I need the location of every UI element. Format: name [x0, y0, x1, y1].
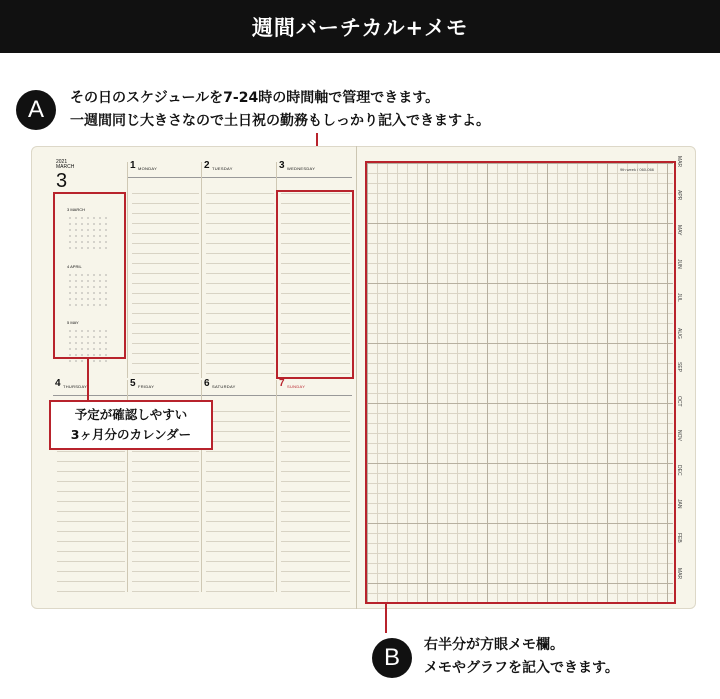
callout-line2: 3ヶ月分のカレンダー	[70, 427, 192, 442]
day-number: 1	[130, 160, 136, 171]
week-number-label: 9th week / 060-066	[620, 167, 655, 172]
callout-line1: 予定が確認しやすい	[74, 407, 188, 422]
note-b-line1: 右半分が方眼メモ欄。	[424, 637, 564, 653]
highlight-mini-calendars	[53, 192, 126, 359]
badge-b: B	[372, 638, 412, 678]
time-lines	[206, 184, 274, 378]
day-name: SUNDAY	[287, 384, 306, 389]
day-header	[202, 380, 276, 396]
month-tab-oct: OCT	[676, 396, 682, 407]
day-number: 6	[204, 378, 210, 389]
badge-a: A	[16, 90, 56, 130]
connector-b	[385, 603, 387, 633]
day-column-monday	[127, 162, 201, 378]
day-header	[53, 380, 127, 396]
day-number: 4	[55, 378, 61, 389]
note-b	[424, 634, 619, 680]
day-name: WEDNESDAY	[287, 166, 316, 171]
day-header	[128, 380, 201, 396]
note-a	[70, 87, 490, 133]
month-tab-jul: JUL	[676, 293, 682, 303]
mini-calendar-label: 4 APRIL	[67, 264, 82, 269]
month-tab-may: MAY	[676, 224, 682, 236]
day-column-tuesday	[201, 162, 276, 378]
month-tab-jun: JUN	[676, 258, 682, 269]
callout-calendar	[49, 400, 213, 450]
month-tab-nov: NOV	[676, 430, 682, 442]
day-column-sunday	[276, 380, 352, 592]
time-lines	[132, 184, 199, 378]
month-tab-sep: SEP	[676, 361, 682, 372]
month-tab-mar: MAR	[676, 156, 682, 168]
day-header	[128, 162, 201, 178]
day-number: 7	[279, 378, 285, 389]
month-name: MARCH	[56, 164, 75, 170]
day-name: FRIDAY	[138, 384, 155, 389]
day-header	[202, 162, 276, 178]
day-header	[277, 380, 352, 396]
month-tab-aug: AUG	[676, 327, 682, 339]
day-name: THURSDAY	[63, 384, 88, 389]
day-number: 3	[279, 160, 285, 171]
day-name: MONDAY	[138, 166, 158, 171]
year: 2021	[56, 159, 68, 165]
banner-title: 週間バーチカル+メモ	[251, 15, 469, 40]
time-lines	[281, 402, 350, 592]
month-tab-feb: FEB	[676, 533, 682, 544]
note-b-line2: メモやグラフを記入できます。	[424, 660, 619, 676]
time-lines	[206, 402, 274, 592]
day-name: TUESDAY	[212, 166, 233, 171]
day-number: 5	[130, 378, 136, 389]
connector-callout	[87, 359, 89, 401]
day-name: SATURDAY	[212, 384, 236, 389]
month-tab-jan: JAN	[676, 499, 682, 509]
note-a-line2: 一週間同じ大きさなので土日祝の勤務もしっかり記入できますよ。	[70, 113, 490, 129]
year-label	[56, 160, 74, 170]
note-a-line1: その日のスケジュールを7-24時の時間軸で管理できます。	[70, 90, 440, 106]
mini-calendar-label: 5 MAY	[67, 320, 79, 325]
planner-spine	[356, 146, 357, 609]
month-tab-apr: APR	[676, 190, 682, 201]
mini-calendar-label: 3 MARCH	[67, 207, 86, 212]
month-tab-dec: DEC	[676, 464, 682, 476]
day-number: 2	[204, 160, 210, 171]
highlight-memo-grid	[365, 161, 676, 604]
highlight-day-column	[276, 190, 354, 379]
day-header	[277, 162, 352, 178]
month-number: 3	[56, 170, 68, 192]
header-banner	[0, 0, 720, 53]
month-tab-mar: MAR	[676, 567, 682, 579]
